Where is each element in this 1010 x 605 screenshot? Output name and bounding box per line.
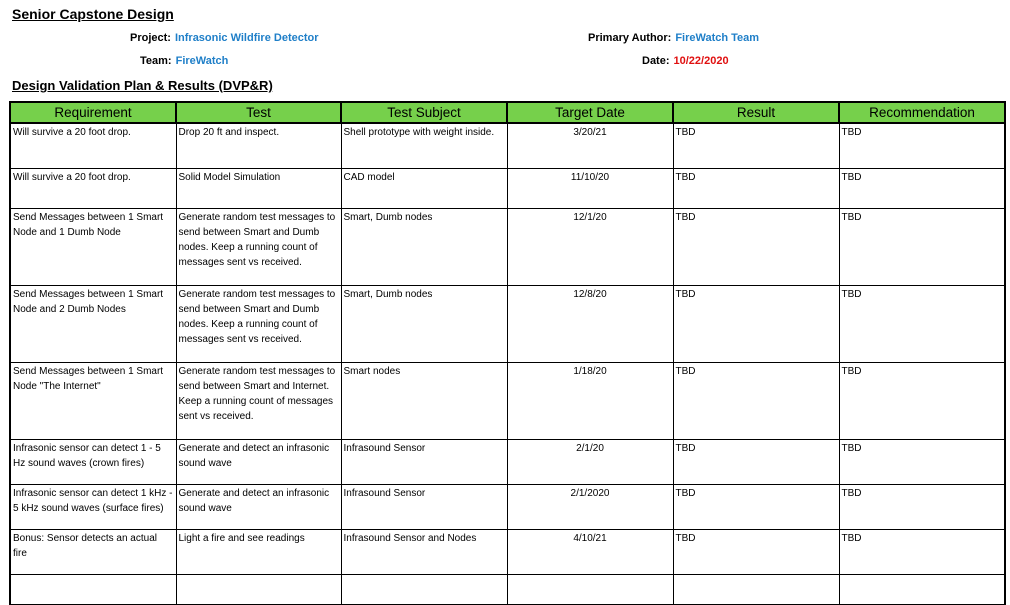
table-row [10, 574, 1005, 604]
cell-test[interactable]: Generate random test messages to send between Smart and Internet. Keep a running count of messages sent vs received. [176, 362, 341, 439]
cell-target-date[interactable]: 2/1/20 [507, 439, 673, 484]
cell-test[interactable] [176, 574, 341, 604]
sheet-title: Senior Capstone Design [12, 6, 174, 22]
table-row [10, 529, 1005, 574]
cell-result[interactable] [673, 574, 839, 604]
column-header-requirement[interactable]: Requirement [10, 102, 176, 123]
cell-test-subject[interactable]: Infrasound Sensor [341, 484, 507, 529]
project-label: Project: [130, 32, 171, 44]
cell-result[interactable]: TBD [673, 208, 839, 285]
cell-target-date[interactable] [507, 574, 673, 604]
cell-test-subject[interactable]: CAD model [341, 168, 507, 208]
cell-target-date[interactable]: 11/10/20 [507, 168, 673, 208]
cell-recommendation[interactable]: TBD [839, 439, 1005, 484]
cell-result[interactable]: TBD [673, 123, 839, 168]
cell-test-subject[interactable]: Infrasound Sensor [341, 439, 507, 484]
cell-result[interactable]: TBD [673, 285, 839, 362]
author-value: FireWatch Team [675, 32, 760, 44]
cell-test[interactable]: Light a fire and see readings [176, 529, 341, 574]
cell-requirement[interactable]: Infrasonic sensor can detect 1 kHz - 5 kHz sound waves (surface fires) [10, 484, 176, 529]
cell-test[interactable]: Generate random test messages to send between Smart and Dumb nodes. Keep a running count of messages sent vs received. [176, 208, 341, 285]
table-row [10, 285, 1005, 362]
cell-recommendation[interactable]: TBD [839, 285, 1005, 362]
cell-test[interactable]: Solid Model Simulation [176, 168, 341, 208]
cell-test[interactable]: Generate and detect an infrasonic sound wave [176, 484, 341, 529]
cell-test-subject[interactable]: Smart, Dumb nodes [341, 285, 507, 362]
cell-test-subject[interactable]: Smart, Dumb nodes [341, 208, 507, 285]
cell-test[interactable]: Generate random test messages to send between Smart and Dumb nodes. Keep a running count of messages sent vs received. [176, 285, 341, 362]
cell-recommendation[interactable]: TBD [839, 484, 1005, 529]
date-field [642, 55, 729, 67]
cell-requirement[interactable]: Send Messages between 1 Smart Node and 1 Dumb Node [10, 208, 176, 285]
table-header-row [10, 102, 1005, 123]
cell-result[interactable]: TBD [673, 168, 839, 208]
cell-test-subject[interactable]: Smart nodes [341, 362, 507, 439]
cell-test-subject[interactable]: Shell prototype with weight inside. [341, 123, 507, 168]
cell-recommendation[interactable]: TBD [839, 362, 1005, 439]
cell-requirement[interactable]: Send Messages between 1 Smart Node and 2 Dumb Nodes [10, 285, 176, 362]
cell-requirement[interactable] [10, 574, 176, 604]
cell-recommendation[interactable]: TBD [839, 529, 1005, 574]
cell-target-date[interactable]: 4/10/21 [507, 529, 673, 574]
cell-test[interactable]: Generate and detect an infrasonic sound wave [176, 439, 341, 484]
team-value: FireWatch [175, 55, 229, 67]
cell-requirement[interactable]: Will survive a 20 foot drop. [10, 168, 176, 208]
cell-recommendation[interactable]: TBD [839, 123, 1005, 168]
plan-title: Design Validation Plan & Results (DVP&R) [12, 78, 273, 93]
column-header-test[interactable]: Test [176, 102, 341, 123]
author-label: Primary Author: [588, 32, 672, 44]
cell-target-date[interactable]: 12/8/20 [507, 285, 673, 362]
cell-test[interactable]: Drop 20 ft and inspect. [176, 123, 341, 168]
team-label: Team: [140, 55, 172, 67]
cell-result[interactable]: TBD [673, 529, 839, 574]
column-header-result[interactable]: Result [673, 102, 839, 123]
cell-target-date[interactable]: 12/1/20 [507, 208, 673, 285]
table-row [10, 208, 1005, 285]
cell-requirement[interactable]: Will survive a 20 foot drop. [10, 123, 176, 168]
cell-result[interactable]: TBD [673, 362, 839, 439]
table-row [10, 484, 1005, 529]
cell-test-subject[interactable]: Infrasound Sensor and Nodes [341, 529, 507, 574]
column-header-test-subject[interactable]: Test Subject [341, 102, 507, 123]
cell-target-date[interactable]: 1/18/20 [507, 362, 673, 439]
cell-requirement[interactable]: Send Messages between 1 Smart Node "The Internet" [10, 362, 176, 439]
author-field [588, 32, 759, 44]
cell-target-date[interactable]: 3/20/21 [507, 123, 673, 168]
date-value: 10/22/2020 [673, 55, 729, 67]
date-label: Date: [642, 55, 670, 67]
project-field [130, 32, 319, 44]
cell-test-subject[interactable] [341, 574, 507, 604]
column-header-recommendation[interactable]: Recommendation [839, 102, 1005, 123]
table-row [10, 439, 1005, 484]
cell-target-date[interactable]: 2/1/2020 [507, 484, 673, 529]
cell-requirement[interactable]: Infrasonic sensor can detect 1 - 5 Hz sound waves (crown fires) [10, 439, 176, 484]
cell-result[interactable]: TBD [673, 484, 839, 529]
cell-recommendation[interactable]: TBD [839, 208, 1005, 285]
project-value: Infrasonic Wildfire Detector [174, 32, 319, 44]
table-row [10, 362, 1005, 439]
cell-recommendation[interactable]: TBD [839, 168, 1005, 208]
table-row [10, 123, 1005, 168]
team-field [140, 55, 228, 67]
dvpr-table [9, 101, 1006, 605]
cell-requirement[interactable]: Bonus: Sensor detects an actual fire [10, 529, 176, 574]
cell-recommendation[interactable] [839, 574, 1005, 604]
table-row [10, 168, 1005, 208]
column-header-target-date[interactable]: Target Date [507, 102, 673, 123]
cell-result[interactable]: TBD [673, 439, 839, 484]
